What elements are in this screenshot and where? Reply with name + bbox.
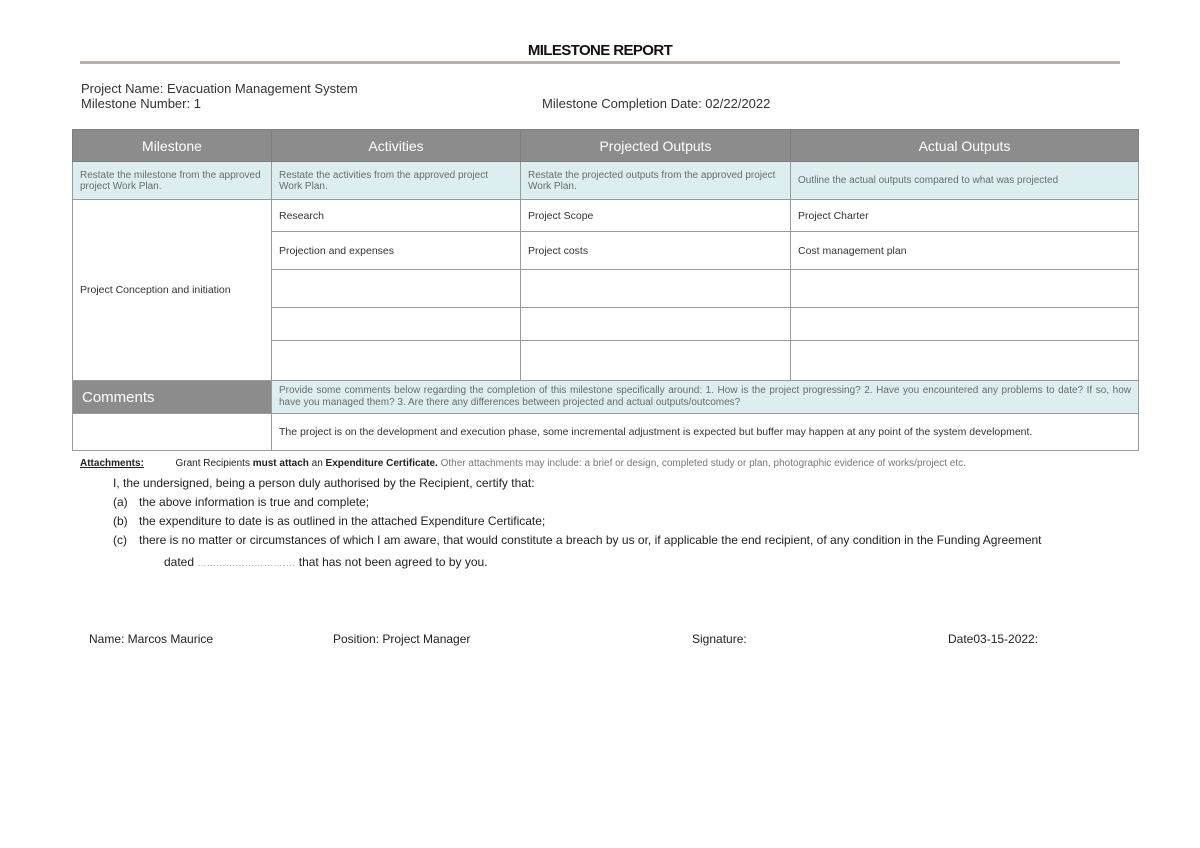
activity-cell <box>272 308 521 341</box>
attachments-text-1: Grant Recipients <box>175 458 250 469</box>
report-title: MILESTONE REPORT <box>527 42 673 59</box>
activity-cell <box>272 341 521 381</box>
dated-label: dated <box>164 555 195 569</box>
actual-output-cell <box>791 308 1139 341</box>
milestone-name-cell: Project Conception and initiation <box>73 200 272 381</box>
comments-header-row <box>73 381 1139 414</box>
activity-cell: Projection and expenses <box>272 232 521 270</box>
header-actual-outputs: Actual Outputs <box>791 130 1139 162</box>
signoff-name: Name: Marcos Maurice <box>89 632 214 646</box>
comments-row <box>73 414 1139 451</box>
actual-output-cell: Cost management plan <box>791 232 1139 270</box>
actual-output-cell <box>791 270 1139 308</box>
declaration-item-marker: (b) <box>113 514 128 528</box>
instruction-milestone: Restate the milestone from the approved project Work Plan. <box>73 162 272 200</box>
project-name: Project Name: Evacuation Management System <box>81 81 358 96</box>
projected-output-cell: Project Scope <box>521 200 791 232</box>
instruction-projected: Restate the projected outputs from the approved project Work Plan. <box>521 162 791 200</box>
table-header-row <box>73 130 1139 162</box>
attachments-other: Other attachments may include: a brief or design, completed study or plan, photographic evidence of works/project etc. <box>440 458 966 469</box>
comments-prompt: Provide some comments below regarding the completion of this milestone specifically around: 1. How is the project progressing? 2. Have you encountered any problems to date? If so, how have you managed them? 3. Are there any differences between projected and actual outputs/outcomes? <box>272 381 1139 414</box>
milestone-completion-date: Milestone Completion Date: 02/22/2022 <box>542 96 771 111</box>
title-divider <box>80 61 1120 64</box>
instruction-actual: Outline the actual outputs compared to what was projected <box>791 162 1139 200</box>
comments-label: Comments <box>73 381 272 414</box>
milestone-number: Milestone Number: 1 <box>81 96 201 111</box>
dated-blank: …………………………. <box>197 558 296 568</box>
projected-output-cell <box>521 308 791 341</box>
instruction-activities: Restate the activities from the approved project Work Plan. <box>272 162 521 200</box>
signoff-position: Position: Project Manager <box>333 632 471 646</box>
actual-output-cell <box>791 341 1139 381</box>
projected-output-cell <box>521 341 791 381</box>
header-activities: Activities <box>272 130 521 162</box>
attachments-label: Attachments: <box>80 458 144 469</box>
actual-output-cell: Project Charter <box>791 200 1139 232</box>
instruction-row <box>73 162 1139 200</box>
dated-tail: that has not been agreed to by you. <box>298 555 488 569</box>
milestone-table <box>72 129 1139 451</box>
declaration-intro: I, the undersigned, being a person duly authorised by the Recipient, certify that: <box>113 476 535 490</box>
activity-cell <box>272 270 521 308</box>
attachments-bold-2: Expenditure Certificate. <box>325 458 438 469</box>
declaration-item-text: the above information is true and complete; <box>139 495 370 509</box>
declaration-item-marker: (c) <box>113 533 127 547</box>
attachments-text-2: an <box>311 458 323 469</box>
header-milestone: Milestone <box>73 130 272 162</box>
activity-cell: Research <box>272 200 521 232</box>
signoff-date: Date03-15-2022: <box>948 632 1039 646</box>
projected-output-cell <box>521 270 791 308</box>
declaration-item-text: there is no matter or circumstances of which I am aware, that would constitute a breach by us or, if applicable the end recipient, of any condition in the Funding Agreement <box>139 533 1042 547</box>
attachments-bold-1: must attach <box>252 458 309 469</box>
declaration-item-text: the expenditure to date is as outlined in the attached Expenditure Certificate; <box>139 514 546 528</box>
projected-output-cell: Project costs <box>521 232 791 270</box>
comment-text: The project is on the development and execution phase, some incremental adjustment is expected but buffer may happen at any point of the system development. <box>272 414 1139 451</box>
table-row <box>73 200 1139 232</box>
comments-blank-cell <box>73 414 272 451</box>
declaration-item-marker: (a) <box>113 495 128 509</box>
attachments-note <box>80 458 966 469</box>
dated-line <box>164 555 488 569</box>
signoff-signature: Signature: <box>692 632 747 646</box>
header-projected-outputs: Projected Outputs <box>521 130 791 162</box>
